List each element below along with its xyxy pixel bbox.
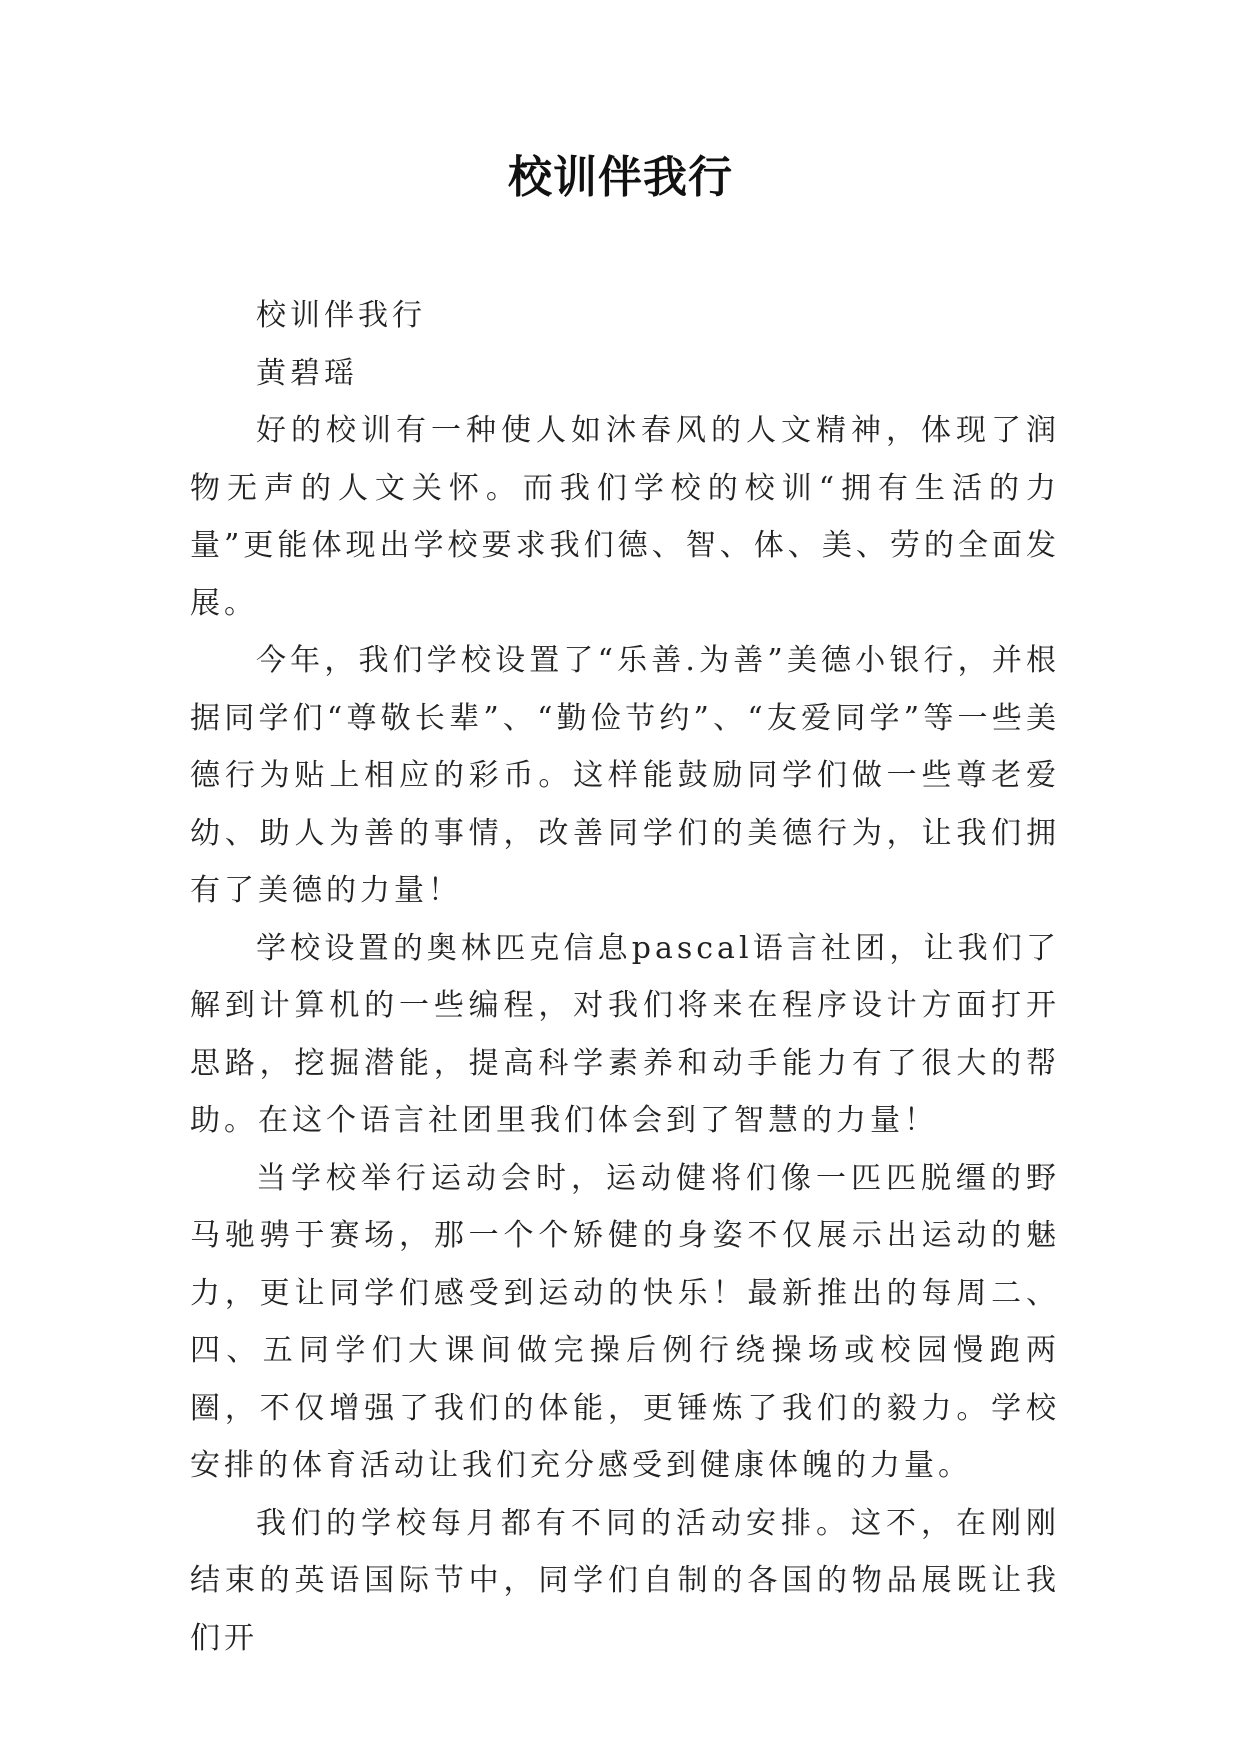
body-paragraph: 好的校训有一种使人如沐春风的人文精神，体现了润物无声的人文关怀。而我们学校的校训“拥有生活的力量”更能体现出学校要求我们德、智、体、美、劳的全面发展。 <box>190 413 1060 621</box>
document-body <box>190 287 1060 1667</box>
subtitle-paragraph: 校训伴我行 <box>256 298 426 333</box>
document-title: 校训伴我行 <box>508 152 733 203</box>
body-paragraph: 学校设置的奥林匹克信息pascal语言社团，让我们了解到计算机的一些编程，对我们将来在程序设计方面打开思路，挖掘潜能，提高科学素养和动手能力有了很大的帮助。在这个语言社团里我们体会到了智慧的力量！ <box>190 930 1060 1138</box>
body-paragraph: 今年，我们学校设置了“乐善.为善”美德小银行，并根据同学们“尊敬长辈”、“勤俭节约”、“友爱同学”等一些美德行为贴上相应的彩币。这样能鼓励同学们做一些尊老爱幼、助人为善的事情，改善同学们的美德行为，让我们拥有了美德的力量！ <box>190 643 1060 908</box>
body-paragraph: 当学校举行运动会时，运动健将们像一匹匹脱缰的野马驰骋于赛场，那一个个矫健的身姿不仅展示出运动的魅力，更让同学们感受到运动的快乐！最新推出的每周二、四、五同学们大课间做完操后例行绕操场或校园慢跑两圈，不仅增强了我们的体能，更锤炼了我们的毅力。学校安排的体育活动让我们充分感受到健康体魄的力量。 <box>190 1160 1060 1483</box>
author-paragraph: 黄碧瑶 <box>256 355 358 391</box>
body-paragraph: 我们的学校每月都有不同的活动安排。这不，在刚刚结束的英语国际节中，同学们自制的各国的物品展既让我们开 <box>190 1505 1060 1656</box>
